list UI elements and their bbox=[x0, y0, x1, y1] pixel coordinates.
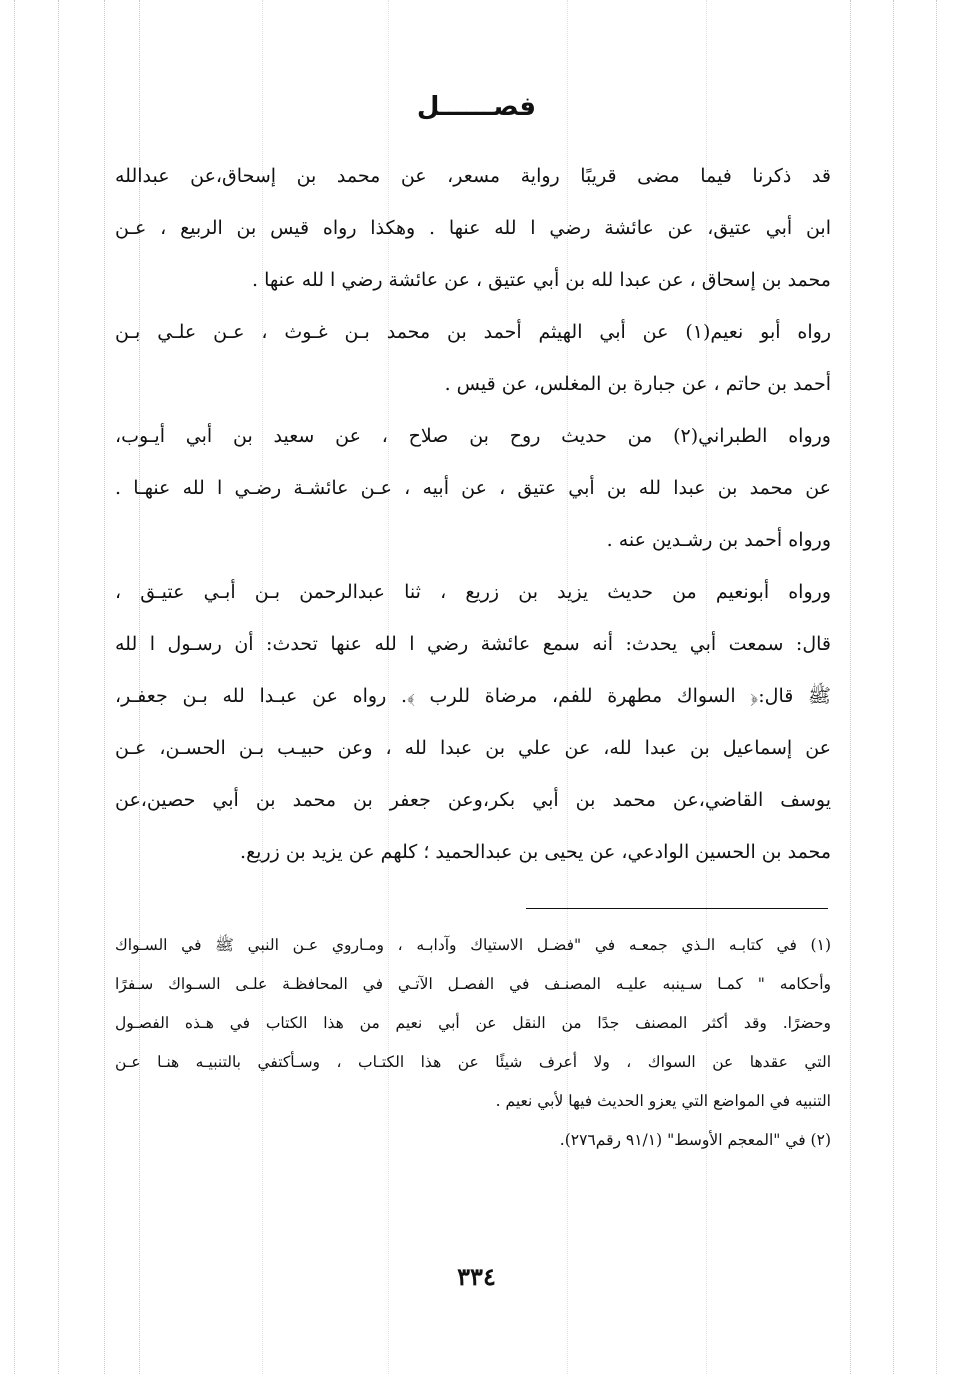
scan-artifact bbox=[850, 0, 851, 1374]
body-line: رواه أبو نعيم(١) عن أبي الهيثم أحمد بن محمد بـن غـوث ، عـن علـي بـن bbox=[115, 321, 831, 343]
body-line: عن محمد بن عبدا لله بن أبي عتيق ، عن أبيه ، عـن عائشـة رضـي ا لله عنهـا . bbox=[115, 477, 831, 499]
body-line: قد ذكرنا فيما مضى قريبًا رواية مسعر، عن محمد بن إسحاق،عن عبدالله bbox=[115, 165, 831, 187]
scan-artifact bbox=[58, 0, 59, 1374]
body-line: يوسف القاضي،عن محمد بن أبي بكر،وعن جعفر بن محمد بن أبي حصين،عن bbox=[115, 789, 831, 811]
section-heading: فصــــــل bbox=[416, 92, 537, 122]
body-line: عن إسماعيل بن عبدا لله، عن علي بن عبدا لله ، وعن حبيـب بـن الحسـن، عـن bbox=[115, 737, 831, 759]
body-text bbox=[115, 150, 831, 878]
footnote-line: وأحكامه " كمـا سـينبه عليـه المصنـف في الفصـل الآتـي في المحافظـة علـى السـواك سـفرًا bbox=[115, 975, 831, 993]
body-line: أحمد بن حاتم ، عن جبارة بن المغلس، عن قيس . bbox=[444, 373, 831, 395]
body-line: ورواه الطبراني(٢) من حديث روح بن صلاح ، عن سعيد بن أبي أيـوب، bbox=[115, 425, 831, 447]
footnote-line: (٢) في "المعجم الأوسط" (٩١/١ رقم٢٧٦). bbox=[559, 1131, 831, 1149]
body-line: ورواه أبونعيم من حديث يزيد بن زريع ، ثنا عبدالرحمن بـن أبـي عتيـق ، bbox=[115, 581, 831, 603]
footnote-separator bbox=[526, 908, 828, 909]
scan-artifact bbox=[14, 0, 15, 1374]
footnote-line: (١) في كتابـه الـذي جمعـه في "فضـل الاستياك وآدابـه ، ومـاروي عـن النبي ﷺ في السـواك bbox=[115, 936, 831, 954]
body-line: ابن أبي عتيق، عن عائشة رضي ا لله عنها . وهكذا رواه قيس بن الربيع ، عـن bbox=[115, 217, 831, 239]
scan-artifact bbox=[936, 0, 937, 1374]
footnote-line: التنبيه في المواضع التي يعزو الحديث فيها لأبي نعيم . bbox=[495, 1092, 831, 1110]
body-line: محمد بن إسحاق ، عن عبدا لله بن أبي عتيق ، عن عائشة رضي ا لله عنها . bbox=[252, 269, 831, 291]
footnotes bbox=[115, 926, 831, 1160]
scan-artifact bbox=[893, 0, 894, 1374]
footnote-line: وحضرًا. وقد أكثر المصنف جدًا من النقل عن أبي نعيم من هذا الكتاب في هـذه الفصـول bbox=[115, 1014, 831, 1032]
body-line: ﷺ قال:﴿ السواك مطهرة للفم، مرضاة للرب ﴾. رواه عن عبـدا لله بـن جعفـر، bbox=[115, 685, 831, 707]
scan-artifact bbox=[104, 0, 105, 1374]
body-line: محمد بن الحسين الوادعي، عن يحيى بن عبدالحميد ؛ كلهم عن يزيد بن زريع. bbox=[240, 841, 831, 863]
page-number: ٣٣٤ bbox=[457, 1262, 496, 1291]
footnote-line: التي عقدها عن السواك ، ولا أعرف شيئًا عن هذا الكتـاب ، وسـأكتفي بالتنبيـه هنـا عـن bbox=[115, 1053, 831, 1071]
body-line: قال: سمعت أبي يحدث: أنه سمع عائشة رضي ا لله عنها تحدث: أن رسـول ا لله bbox=[115, 633, 831, 655]
body-line: ورواه أحمد بن رشـدين عنه . bbox=[606, 529, 831, 551]
